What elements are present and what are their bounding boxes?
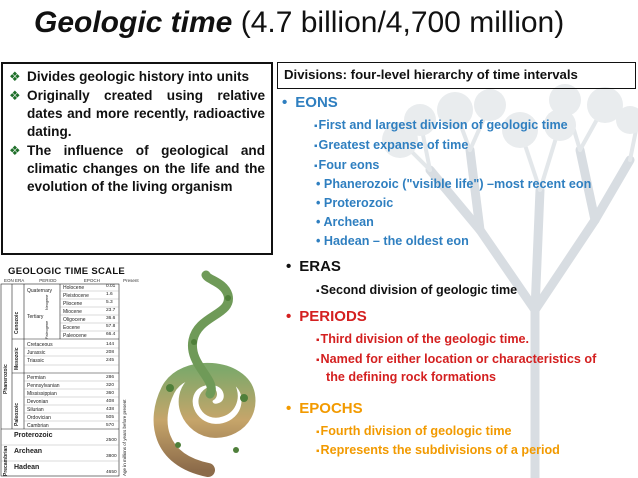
age-label: 144 [106,342,115,347]
summary-item [9,68,265,86]
age-label: 36.6 [106,316,116,321]
epochs-point: ▪Fourth division of geologic time [316,424,512,438]
period-label: Devonian [27,399,49,405]
age-label: 505 [106,415,115,420]
title-main: Geologic time [34,6,233,39]
col-epoch: EPOCH [83,278,100,283]
eon-vertical-label: Phanerozoic [3,364,9,394]
epochs-point-text: Represents the subdivisions of a period [320,443,560,457]
summary-item-text: The influence of geological and climatic changes on the life and the evolution of the living organism [27,143,265,194]
eons-point: ▪Four eons [314,158,380,172]
diamond-bullet-icon: ❖ [9,88,21,103]
diamond-bullet-icon: ❖ [9,143,21,158]
eras-heading-text: ERAS [299,258,341,275]
eras-point: ▪Second division of geologic time [316,283,518,297]
era-label: Mesozoic [14,347,20,370]
summary-item-text: Originally created using relative dates and more recently, radioactive dating. [27,88,265,139]
eons-point: ▪First and largest division of geologic time [314,118,568,132]
summary-item-text: Divides geologic history into units [27,69,250,84]
age-label: 208 [106,350,115,355]
age-label: 4650 [106,470,117,475]
age-label: 245 [106,358,115,363]
summary-item [9,142,265,196]
eras-heading: • ERAS [286,258,341,275]
period-label: Triassic [27,358,45,364]
periods-heading: • PERIODS [286,308,367,325]
epochs-point-text: Fourth division of geologic time [320,424,512,438]
eon-label: Hadean [14,464,40,471]
time-scale-title: GEOLOGIC TIME SCALE [8,266,126,277]
eon-label: Proterozoic [14,432,53,439]
period-label: Mississippian [27,391,57,397]
summary-box [1,62,273,255]
period-label: Cretaceous [27,342,53,348]
col-period: PERIOD [39,278,57,283]
era-label: Paleozoic [14,402,20,426]
age-label: 57.8 [106,324,116,329]
title-subtitle: (4.7 billion/4,700 million) [240,6,565,39]
eon-list-item: • Archean [316,215,374,229]
eon-list-item: • Hadean – the oldest eon [316,234,469,248]
eons-heading-text: EONS [295,94,338,111]
epoch-label: Eocene [63,325,80,331]
epoch-label: Pliocene [63,301,83,307]
eon-list-item: • Proterozoic [316,196,394,210]
diamond-bullet-icon: ❖ [9,69,21,84]
epoch-label: Holocene [63,285,85,291]
age-label: 438 [106,407,115,412]
era-label: Cenozoic [14,311,20,334]
age-axis-label: Age in millions of years before present [122,399,127,476]
epoch-label: Pleistocene [63,293,89,299]
period-label: Permian [27,375,46,381]
periods-point-text: Third division of the geologic time. [320,332,530,346]
age-label: 5.3 [106,300,113,305]
epoch-label: Miocene [63,309,82,315]
period-label: Tertiary [27,314,44,320]
col-present: Present [123,278,139,283]
age-label: 1.6 [106,292,113,297]
eon-name: Phanerozoic ("visible life") –most recent eon [323,177,592,191]
col-eon-era: EON ERA [4,278,25,283]
eon-name: Proterozoic [323,196,394,210]
epochs-heading-text: EPOCHS [299,400,363,417]
small-period-label: Neogene [45,294,49,310]
age-label: 66.4 [106,332,116,337]
geologic-time-scale-figure [0,266,150,478]
age-label: 2500 [106,438,117,443]
period-label: Quaternary [27,288,53,294]
age-label: 286 [106,375,115,380]
eons-point-text: Four eons [318,158,380,172]
age-label: 570 [106,423,115,428]
period-label: Silurian [27,407,44,413]
periods-point-text: the defining rock formations [326,370,497,384]
periods-point-cont [326,368,496,386]
eon-vertical-label: Precambrian [3,445,9,476]
periods-heading-text: PERIODS [299,308,367,325]
eons-point-text: First and largest division of geologic time [318,118,568,132]
age-label: 320 [106,383,115,388]
period-label: Ordovician [27,415,51,421]
period-label: Cambrian [27,423,49,429]
slide-title [34,6,564,40]
eon-label: Archean [14,448,43,455]
spiral-of-time-illustration [148,270,270,478]
period-label: Jurassic [27,350,46,356]
eras-point-text: Second division of geologic time [320,283,518,297]
age-label: 408 [106,399,115,404]
epoch-label: Oligocene [63,317,86,323]
summary-item [9,87,265,141]
eons-point: ▪Greatest expanse of time [314,138,469,152]
age-label: 23.7 [106,308,116,313]
age-label: 360 [106,391,115,396]
age-label: 3800 [106,454,117,459]
small-period-label: Paleogene [45,320,49,339]
eon-name: Archean [323,215,374,229]
age-label: 0.01 [106,284,116,289]
eons-point-text: Greatest expanse of time [318,138,469,152]
divisions-header: Divisions: four-level hierarchy of time intervals [277,62,636,89]
periods-point: ▪Named for either location or characteristics of [316,352,597,366]
eon-name: Hadean – the oldest eon [323,234,469,248]
epochs-heading: • EPOCHS [286,400,363,417]
periods-point-text: Named for either location or characteristics of [320,352,597,366]
epoch-label: Paleocene [63,333,87,339]
period-label: Pennsylvanian [27,383,60,389]
eons-heading: • EONS [282,94,338,111]
periods-point: ▪Third division of the geologic time. [316,332,530,346]
epochs-point: ▪Represents the subdivisions of a period [316,443,560,457]
eon-list-item: • Phanerozoic ("visible life") –most recent eon [316,177,592,191]
